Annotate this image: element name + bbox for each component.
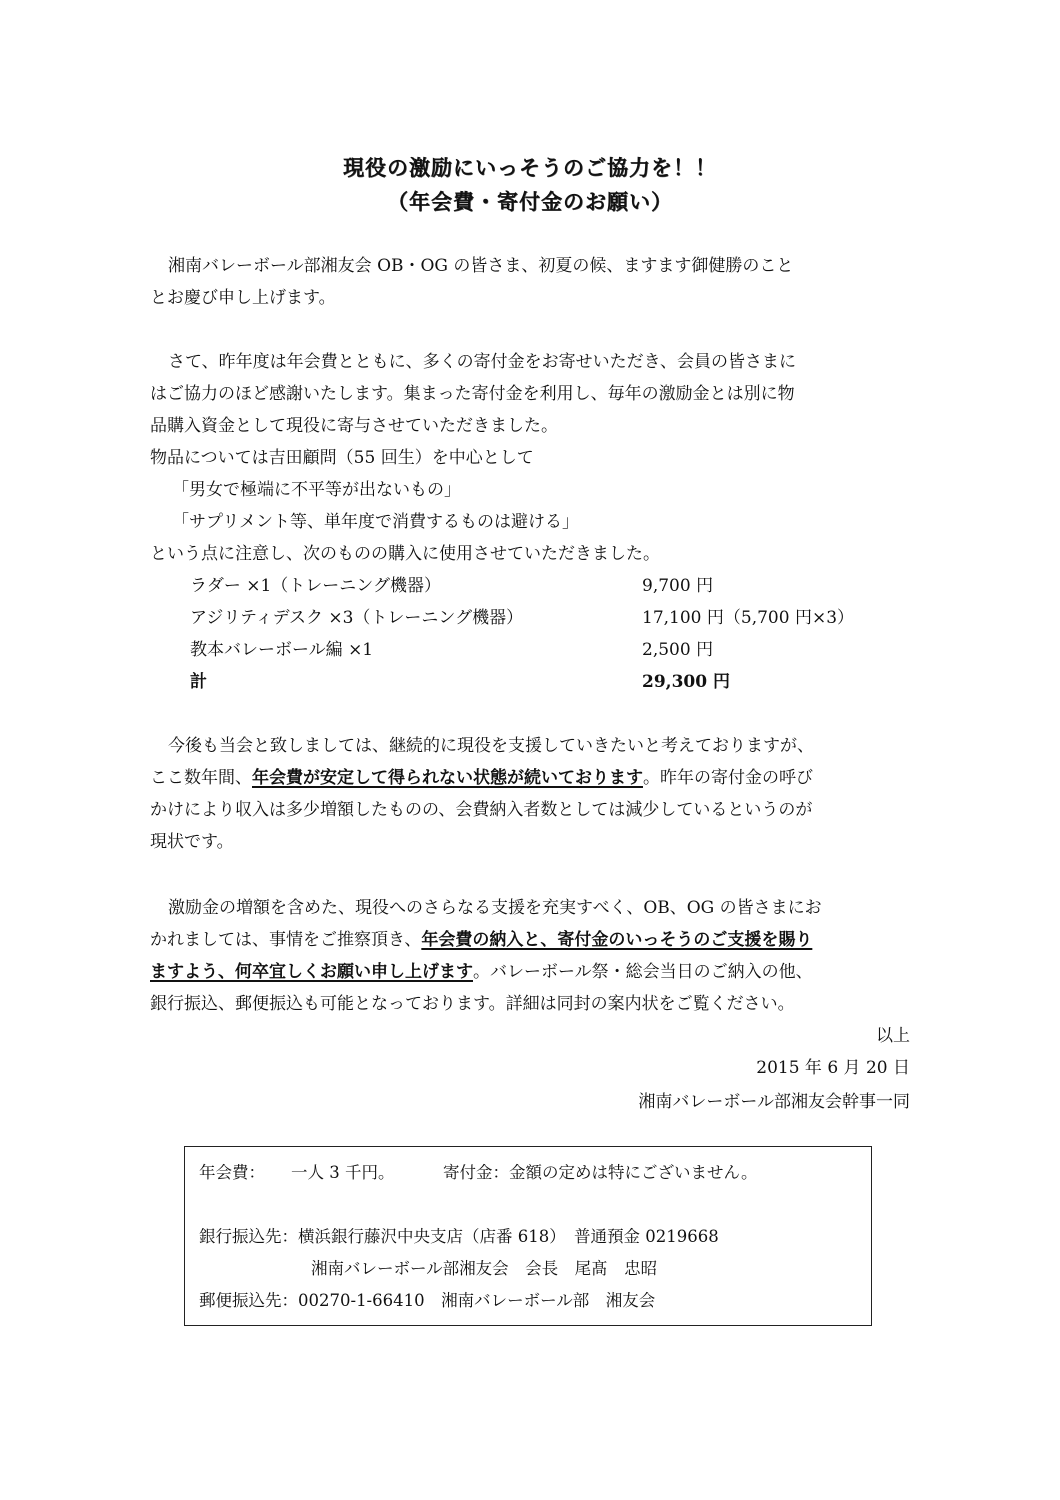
greeting-line: とお慶び申し上げます。 <box>150 288 336 308</box>
body-line: という点に注意し、次のものの購入に使用させていただきました。 <box>150 544 660 564</box>
text-run: かれましては、事情をご推察頂き、 <box>150 930 422 950</box>
total-price: 29,300 円 <box>642 672 730 692</box>
fee-label: 年会費： <box>199 1163 265 1182</box>
item-name: ラダー ×1（トレーニング機器） <box>190 576 441 596</box>
emphasis-text: 年会費が安定して得られない状態が続いております <box>252 768 643 788</box>
body-line: 物品については吉田顧問（55 回生）を中心として <box>150 448 534 468</box>
emphasis-text: ますよう、何卒宜しくお願い申し上げます <box>150 962 473 982</box>
text-run: 。バレーボール祭・総会当日のご納入の他、 <box>473 962 813 982</box>
fee-value: 一人 3 千円。 <box>291 1163 395 1182</box>
postal-info: 郵便振込先：00270-1-66410 湘南バレーボール部 湘友会 <box>199 1291 656 1310</box>
signature: 湘南バレーボール部湘友会幹事一同 <box>638 1092 910 1112</box>
bank-info: 銀行振込先：横浜銀行藤沢中央支店（店番 618） 普通預金 0219668 <box>199 1227 719 1246</box>
total-label: 計 <box>190 672 207 692</box>
body-line: 現状です。 <box>150 832 234 852</box>
body-line: 銀行振込、郵便振込も可能となっております。詳細は同封の案内状をご覧ください。 <box>150 994 795 1014</box>
body-line <box>150 928 812 952</box>
item-name: 教本バレーボール編 ×1 <box>190 640 374 660</box>
body-line: 激励金の増額を含めた、現役へのさらなる支援を充実すべく、OB、OG の皆さまにお <box>168 898 822 918</box>
page-subtitle: （年会費・寄付金のお願い） <box>387 190 673 214</box>
date: 2015 年 6 月 20 日 <box>756 1058 910 1078</box>
body-line <box>150 960 813 984</box>
greeting-line: 湘南バレーボール部湘友会 OB・OG の皆さま、初夏の候、ますます御健勝のこと <box>168 256 794 276</box>
emphasis-text: 年会費の納入と、寄付金のいっそうのご支援を賜り <box>421 930 813 950</box>
payment-info-box <box>184 1146 872 1326</box>
closing-ijou: 以上 <box>876 1026 910 1046</box>
bank-holder: 湘南バレーボール部湘友会 会長 尾髙 忠昭 <box>311 1259 658 1278</box>
body-line: かけにより収入は多少増額したものの、会費納入者数としては減少しているというのが <box>150 800 813 820</box>
criteria-line: 「サプリメント等、単年度で消費するものは避ける」 <box>172 512 579 532</box>
body-line: はご協力のほど感謝いたします。集まった寄付金を利用し、毎年の激励金とは別に物 <box>150 384 795 404</box>
body-line: さて、昨年度は年会費とともに、多くの寄付金をお寄せいただき、会員の皆さまに <box>168 352 796 372</box>
item-price: 2,500 円 <box>642 640 714 660</box>
item-price: 17,100 円（5,700 円×3） <box>642 608 855 628</box>
body-line: 今後も当会と致しましては、継続的に現役を支援していきたいと考えておりますが、 <box>168 736 814 756</box>
donation-info: 寄付金：金額の定めは特にございません。 <box>443 1163 758 1182</box>
text-run: 。昨年の寄付金の呼び <box>643 768 813 788</box>
criteria-line: 「男女で極端に不平等が出ないもの」 <box>172 480 461 500</box>
text-run: ここ数年間、 <box>150 768 252 788</box>
body-line <box>150 766 813 790</box>
item-name: アジリティデスク ×3（トレーニング機器） <box>190 608 524 628</box>
page-title: 現役の激励にいっそうのご協力を！！ <box>343 156 717 180</box>
item-price: 9,700 円 <box>642 576 714 596</box>
body-line: 品購入資金として現役に寄与させていただきました。 <box>150 416 558 436</box>
